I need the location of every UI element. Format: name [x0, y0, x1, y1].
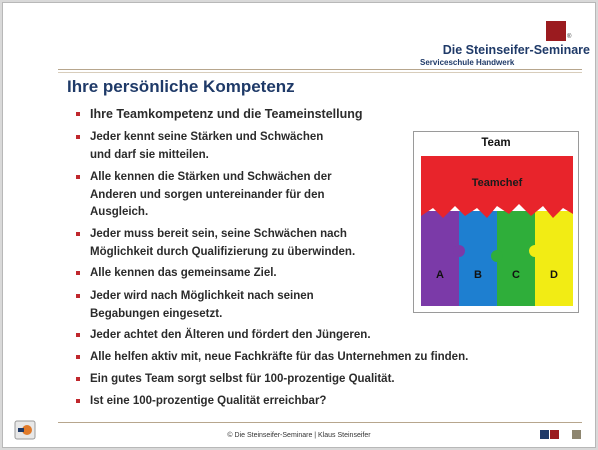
bullet-marker: [76, 135, 80, 139]
bullet-line: Alle kennen die Stärken und Schwächen der: [90, 171, 332, 183]
puzzle-knob: [453, 245, 465, 257]
member-column-c: [497, 211, 535, 306]
bullet-text: [90, 129, 323, 164]
bullet-text: [90, 106, 363, 124]
bullet-line: Ihre Teamkompetenz und die Teameinstellung: [90, 107, 363, 121]
bullet-line: Jeder wird nach Möglichkeit nach seinen: [90, 290, 314, 302]
puzzle-knob: [491, 250, 503, 262]
footer-divider: [58, 422, 582, 423]
member-label-b: B: [474, 269, 482, 281]
team-diagram: [413, 131, 579, 313]
slide-title: Ihre persönliche Kompetenz: [67, 77, 295, 96]
team-puzzle-graphic: [421, 156, 573, 306]
bullet-marker: [76, 175, 80, 179]
bullet-text: [90, 169, 332, 222]
puzzle-knob: [529, 245, 541, 257]
member-label-a: A: [436, 269, 444, 281]
bullet-line: Jeder achtet den Älteren und fördert den Jüngeren.: [90, 329, 371, 341]
member-column-b: [459, 211, 497, 306]
footer-square-taupe: [572, 430, 581, 439]
bullet-marker: [76, 112, 80, 116]
header-divider-secondary: [58, 72, 582, 73]
bullet-line: Ein gutes Team sorgt selbst für 100-prozentige Qualität.: [90, 373, 395, 385]
bullet-line: Alle helfen aktiv mit, neue Fachkräfte für das Unternehmen zu finden.: [90, 351, 469, 363]
bullet-marker: [76, 399, 80, 403]
bullet-marker: [76, 355, 80, 359]
registered-mark: ®: [567, 34, 572, 40]
member-column-a: [421, 211, 459, 306]
team-diagram-title: Team: [481, 137, 511, 149]
bullet-line: Möglichkeit durch Qualifizierung zu überwinden.: [90, 245, 356, 258]
brand-subtitle: Serviceschule Handwerk: [420, 58, 515, 67]
bullet-text: [90, 327, 371, 345]
bullet-text: [90, 349, 468, 367]
footer-copyright: © Die Steinseifer-Seminare | Klaus Steinseifer: [227, 432, 371, 439]
bullet-line: Jeder muss bereit sein, seine Schwächen nach: [90, 228, 347, 240]
bullet-text: [90, 371, 395, 389]
bullet-line: Anderen und sorgen untereinander für den: [90, 188, 325, 201]
logo-mark: [546, 21, 566, 41]
bullet-marker: [76, 333, 80, 337]
team-leader-label: Teamchef: [471, 177, 523, 189]
header-divider: [58, 69, 582, 70]
member-label-c: C: [512, 269, 520, 281]
member-label-d: D: [550, 269, 558, 281]
footer-square-blue: [540, 430, 549, 439]
bullet-marker: [76, 232, 80, 236]
bullet-text: [90, 288, 314, 323]
bullet-line: Jeder kennt seine Stärken und Schwächen: [90, 131, 324, 143]
bullet-line: und darf sie mitteilen.: [90, 148, 209, 161]
brand-name: Die Steinseifer-Seminare: [442, 43, 590, 57]
bullet-marker: [76, 271, 80, 275]
bullet-line: Ist eine 100-prozentige Qualität erreichbar?: [90, 395, 327, 407]
bullet-line: Alle kennen das gemeinsame Ziel.: [90, 267, 277, 279]
bullet-text: [90, 393, 326, 411]
bullet-line: Ausgleich.: [90, 206, 149, 218]
member-column-d: [535, 211, 573, 306]
bullet-marker: [76, 377, 80, 381]
bullet-text: [90, 265, 277, 283]
footer-square-red: [550, 430, 559, 439]
bullet-text: [90, 226, 355, 261]
bullet-line: Begabungen eingesetzt.: [90, 307, 223, 320]
bullet-marker: [76, 294, 80, 298]
